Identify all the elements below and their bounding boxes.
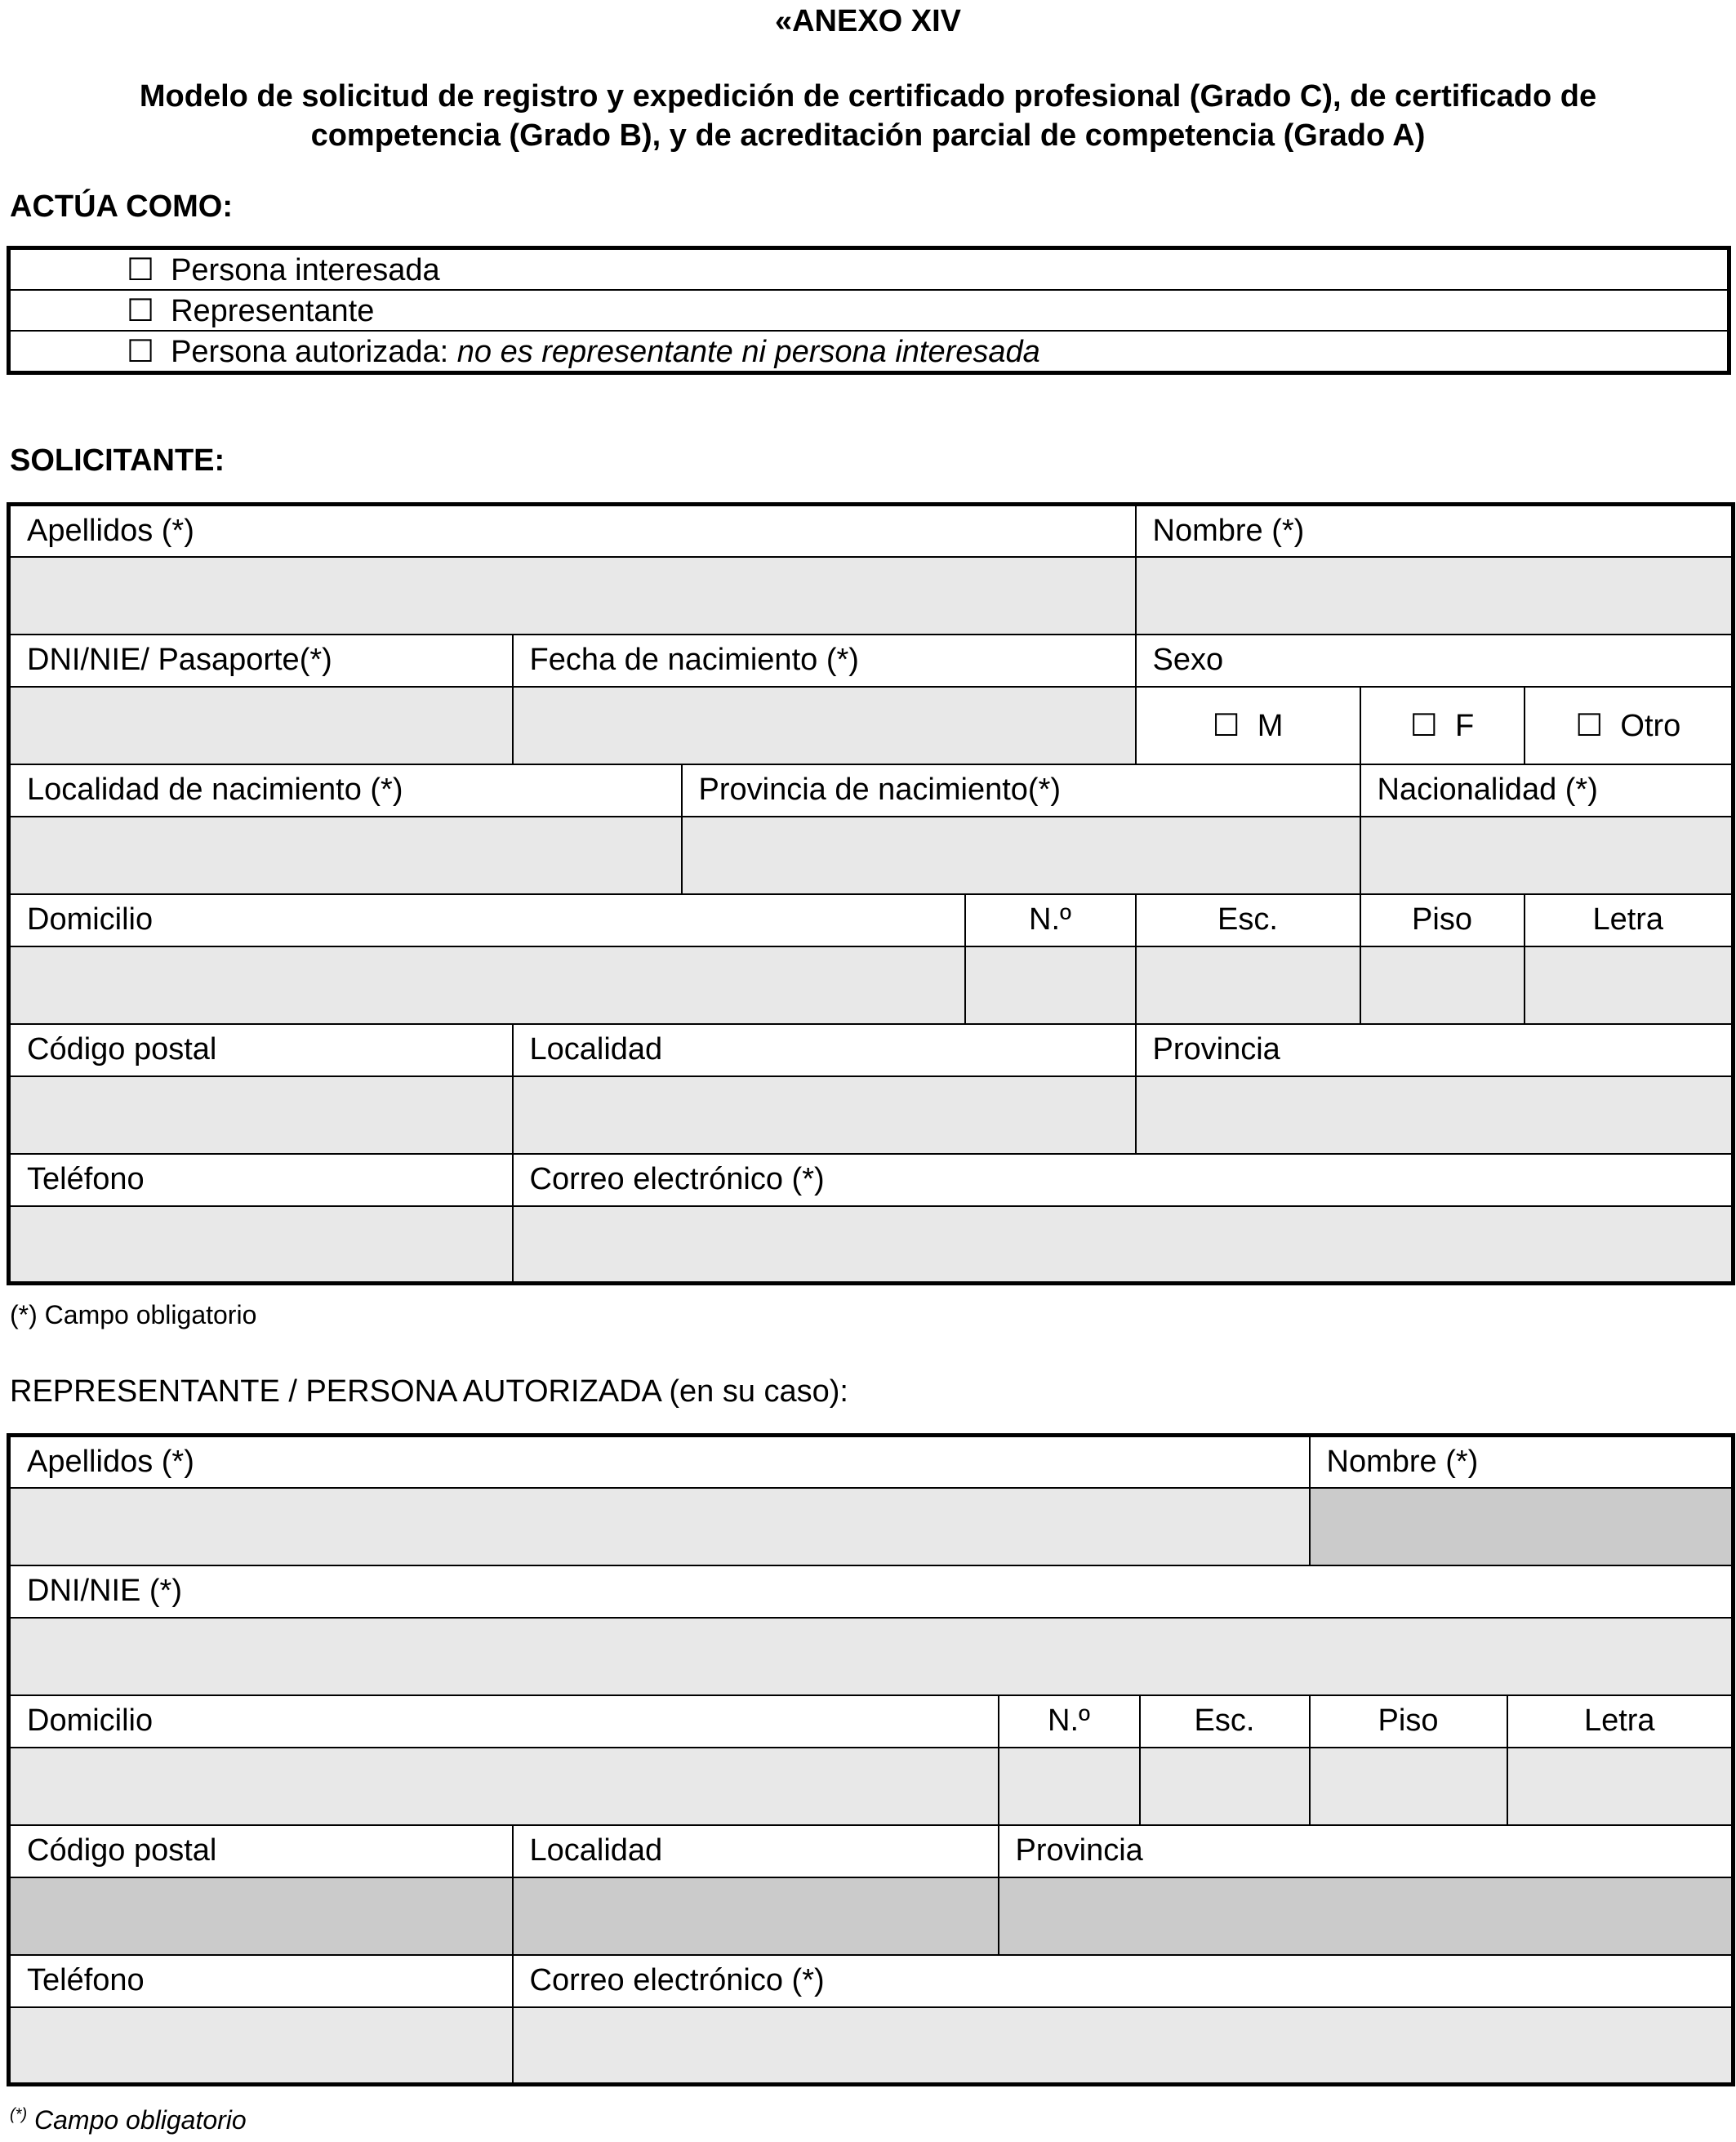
correo-label: Correo electrónico (*) bbox=[513, 1154, 1734, 1206]
codigo-postal-field[interactable] bbox=[9, 1076, 513, 1154]
piso-label: Piso bbox=[1360, 894, 1525, 946]
sexo-option-f[interactable] bbox=[1360, 687, 1525, 764]
actua-como-heading: ACTÚA COMO: bbox=[10, 189, 233, 224]
localidad-label: Localidad bbox=[513, 1024, 1136, 1076]
domicilio-label: Domicilio bbox=[9, 894, 965, 946]
rep-localidad-label: Localidad bbox=[513, 1825, 999, 1877]
solicitante-heading: SOLICITANTE: bbox=[10, 443, 225, 478]
localidad-nacimiento-field[interactable] bbox=[9, 817, 682, 894]
option-label: Representante bbox=[171, 294, 375, 328]
rep-numero-field[interactable] bbox=[999, 1748, 1140, 1825]
rep-localidad-field[interactable] bbox=[513, 1877, 999, 1955]
checkbox-icon[interactable]: ☐ bbox=[127, 294, 155, 328]
provincia-nacimiento-field[interactable] bbox=[682, 817, 1360, 894]
option-note: no es representante ni persona interesada bbox=[456, 335, 1040, 369]
numero-field[interactable] bbox=[965, 946, 1136, 1024]
note-text: Campo obligatorio bbox=[34, 2105, 247, 2135]
checkbox-icon[interactable]: ☐ bbox=[1409, 708, 1438, 743]
annex-title: «ANEXO XIV bbox=[774, 4, 962, 38]
sexo-f-label: F bbox=[1454, 708, 1475, 743]
telefono-label: Teléfono bbox=[9, 1154, 513, 1206]
rep-nombre-label: Nombre (*) bbox=[1310, 1436, 1734, 1488]
rep-escalera-field[interactable] bbox=[1140, 1748, 1310, 1825]
rep-nombre-field[interactable] bbox=[1310, 1488, 1734, 1565]
rep-dni-field[interactable] bbox=[9, 1618, 1734, 1695]
rep-piso-field[interactable] bbox=[1310, 1748, 1507, 1825]
checkbox-icon[interactable]: ☐ bbox=[127, 335, 155, 369]
checkbox-icon[interactable]: ☐ bbox=[1212, 708, 1240, 743]
domicilio-field[interactable] bbox=[9, 946, 965, 1024]
sexo-option-m[interactable] bbox=[1136, 687, 1360, 764]
option-label: Persona autorizada: bbox=[171, 335, 449, 369]
sexo-option-otro[interactable] bbox=[1525, 687, 1734, 764]
rep-escalera-label: Esc. bbox=[1140, 1695, 1310, 1748]
apellidos-field[interactable] bbox=[9, 557, 1136, 635]
rep-apellidos-label: Apellidos (*) bbox=[9, 1436, 1310, 1488]
nacionalidad-field[interactable] bbox=[1360, 817, 1734, 894]
rep-apellidos-field[interactable] bbox=[9, 1488, 1310, 1565]
piso-field[interactable] bbox=[1360, 946, 1525, 1024]
provincia-field[interactable] bbox=[1136, 1076, 1734, 1154]
checkbox-icon[interactable]: ☐ bbox=[127, 253, 155, 287]
rep-codigo-postal-label: Código postal bbox=[9, 1825, 513, 1877]
dni-label: DNI/NIE/ Pasaporte(*) bbox=[9, 635, 513, 687]
rep-provincia-label: Provincia bbox=[999, 1825, 1734, 1877]
codigo-postal-label: Código postal bbox=[9, 1024, 513, 1076]
dni-field[interactable] bbox=[9, 687, 513, 764]
letra-field[interactable] bbox=[1525, 946, 1734, 1024]
rep-letra-field[interactable] bbox=[1507, 1748, 1734, 1825]
note-mark: (*) bbox=[10, 2105, 28, 2124]
rep-campo-obligatorio-note bbox=[10, 2105, 247, 2135]
checkbox-icon[interactable]: ☐ bbox=[1575, 708, 1604, 743]
provincia-nacimiento-label: Provincia de nacimiento(*) bbox=[682, 764, 1360, 817]
fecha-nacimiento-label: Fecha de nacimiento (*) bbox=[513, 635, 1136, 687]
option-persona-autorizada[interactable] bbox=[11, 332, 1727, 372]
rep-correo-field[interactable] bbox=[513, 2007, 1734, 2085]
rep-telefono-field[interactable] bbox=[9, 2007, 513, 2085]
representante-table bbox=[7, 1433, 1735, 2086]
form-title-line2: competencia (Grado B), y de acreditación parcial de competencia (Grado A) bbox=[310, 118, 1426, 153]
rep-correo-label: Correo electrónico (*) bbox=[513, 1955, 1734, 2007]
option-persona-interesada[interactable] bbox=[11, 250, 1727, 291]
rep-telefono-label: Teléfono bbox=[9, 1955, 513, 2007]
solicitante-table bbox=[7, 502, 1735, 1285]
option-representante[interactable] bbox=[11, 291, 1727, 332]
escalera-label: Esc. bbox=[1136, 894, 1360, 946]
rep-codigo-postal-field[interactable] bbox=[9, 1877, 513, 1955]
correo-field[interactable] bbox=[513, 1206, 1734, 1284]
rep-piso-label: Piso bbox=[1310, 1695, 1507, 1748]
sexo-m-label: M bbox=[1257, 708, 1284, 743]
rep-dni-label: DNI/NIE (*) bbox=[9, 1565, 1734, 1618]
option-label: Persona interesada bbox=[171, 253, 440, 287]
nombre-field[interactable] bbox=[1136, 557, 1734, 635]
rep-domicilio-field[interactable] bbox=[9, 1748, 999, 1825]
actua-como-box bbox=[7, 246, 1731, 375]
sexo-label: Sexo bbox=[1136, 635, 1734, 687]
rep-provincia-field[interactable] bbox=[999, 1877, 1734, 1955]
provincia-label: Provincia bbox=[1136, 1024, 1734, 1076]
campo-obligatorio-note: (*) Campo obligatorio bbox=[10, 1300, 257, 1329]
rep-domicilio-label: Domicilio bbox=[9, 1695, 999, 1748]
rep-numero-label: N.º bbox=[999, 1695, 1140, 1748]
rep-letra-label: Letra bbox=[1507, 1695, 1734, 1748]
sexo-otro-label: Otro bbox=[1620, 708, 1681, 743]
escalera-field[interactable] bbox=[1136, 946, 1360, 1024]
fecha-nacimiento-field[interactable] bbox=[513, 687, 1136, 764]
apellidos-label: Apellidos (*) bbox=[9, 505, 1136, 557]
localidad-field[interactable] bbox=[513, 1076, 1136, 1154]
form-title-line1: Modelo de solicitud de registro y expedición de certificado profesional (Grado C), de certificado de bbox=[139, 79, 1597, 114]
telefono-field[interactable] bbox=[9, 1206, 513, 1284]
nombre-label: Nombre (*) bbox=[1136, 505, 1734, 557]
numero-label: N.º bbox=[965, 894, 1136, 946]
representante-heading: REPRESENTANTE / PERSONA AUTORIZADA (en su caso): bbox=[10, 1374, 848, 1409]
nacionalidad-label: Nacionalidad (*) bbox=[1360, 764, 1734, 817]
letra-label: Letra bbox=[1525, 894, 1734, 946]
localidad-nacimiento-label: Localidad de nacimiento (*) bbox=[9, 764, 682, 817]
